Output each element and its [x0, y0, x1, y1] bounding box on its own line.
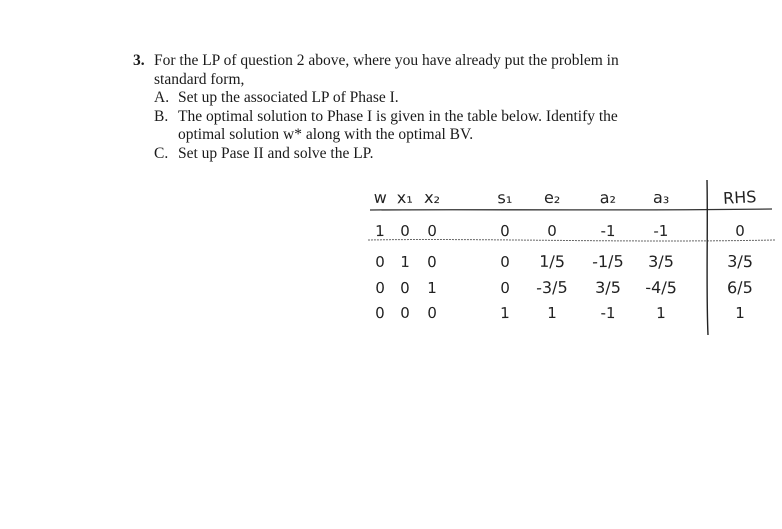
cell-r2-c7: 6/5 [726, 277, 753, 298]
cell-r0-c0: 1 [374, 221, 385, 241]
cell-r0-c4: 0 [547, 222, 557, 240]
cell-r0-c3: 0 [499, 221, 510, 241]
part-c-text: Set up Pase II and solve the LP. [178, 144, 374, 162]
rhs-divider [707, 180, 708, 335]
cell-r2-c2: 1 [427, 279, 437, 297]
cell-r1-c4: 1/5 [539, 251, 566, 272]
cell-r1-c0: 0 [375, 253, 385, 271]
header-0: w [373, 187, 388, 208]
cell-r0-c2: 0 [427, 221, 438, 241]
header-6: a₃ [652, 187, 670, 208]
header-2: x₂ [423, 187, 441, 208]
cell-r1-c1: 1 [400, 252, 411, 272]
cell-r3-c2: 0 [427, 303, 438, 323]
question-intro-line-2: standard form, [154, 70, 245, 88]
cell-r3-c4: 1 [547, 304, 557, 322]
cell-r0-c5: -1 [600, 221, 616, 241]
cell-r3-c3: 1 [499, 303, 510, 323]
cell-r0-c1: 0 [400, 222, 410, 240]
cell-r1-c2: 0 [426, 252, 437, 272]
cell-r3-c1: 0 [400, 304, 410, 322]
cell-r2-c6: -4/5 [645, 277, 678, 298]
cell-r2-c4: -3/5 [535, 277, 568, 298]
part-c-letter: C. [154, 144, 169, 162]
tableau-body [375, 222, 753, 322]
question-intro-line-1: For the LP of question 2 above, where you have already put the problem in [154, 52, 619, 69]
header-5: a₂ [599, 187, 617, 208]
part-b-text-line-1: The optimal solution to Phase I is given in the table below. Identify the [178, 107, 618, 125]
header-4: e₂ [543, 187, 561, 208]
question-number: 3. [133, 52, 145, 69]
cell-r0-c6: -1 [653, 221, 669, 241]
cell-r1-c6: 3/5 [648, 252, 674, 271]
cell-r1-c3: 0 [500, 253, 510, 271]
cell-r1-c5: -1/5 [591, 251, 624, 272]
cell-r0-c7: 0 [735, 222, 745, 240]
cell-r2-c1: 0 [399, 278, 410, 298]
cell-r3-c7: 1 [735, 304, 745, 322]
header-row [373, 187, 757, 208]
part-b-letter: B. [154, 107, 169, 125]
cell-r3-c5: -1 [600, 303, 616, 323]
header-7: RHS [722, 187, 757, 208]
part-b-text-line-2: optimal solution w* along with the optimal BV. [178, 126, 474, 143]
cell-r3-c6: 1 [655, 303, 666, 323]
cell-r2-c0: 0 [375, 278, 386, 298]
part-a-text: Set up the associated LP of Phase I. [178, 89, 399, 106]
cell-r2-c3: 0 [500, 278, 511, 298]
header-3: s₁ [496, 187, 513, 208]
header-1: x₁ [396, 187, 414, 208]
cell-r1-c7: 3/5 [727, 251, 754, 272]
header-underline [370, 209, 772, 210]
part-a-letter: A. [154, 89, 170, 106]
cell-r3-c0: 0 [374, 303, 385, 323]
cell-r2-c5: 3/5 [595, 278, 621, 297]
